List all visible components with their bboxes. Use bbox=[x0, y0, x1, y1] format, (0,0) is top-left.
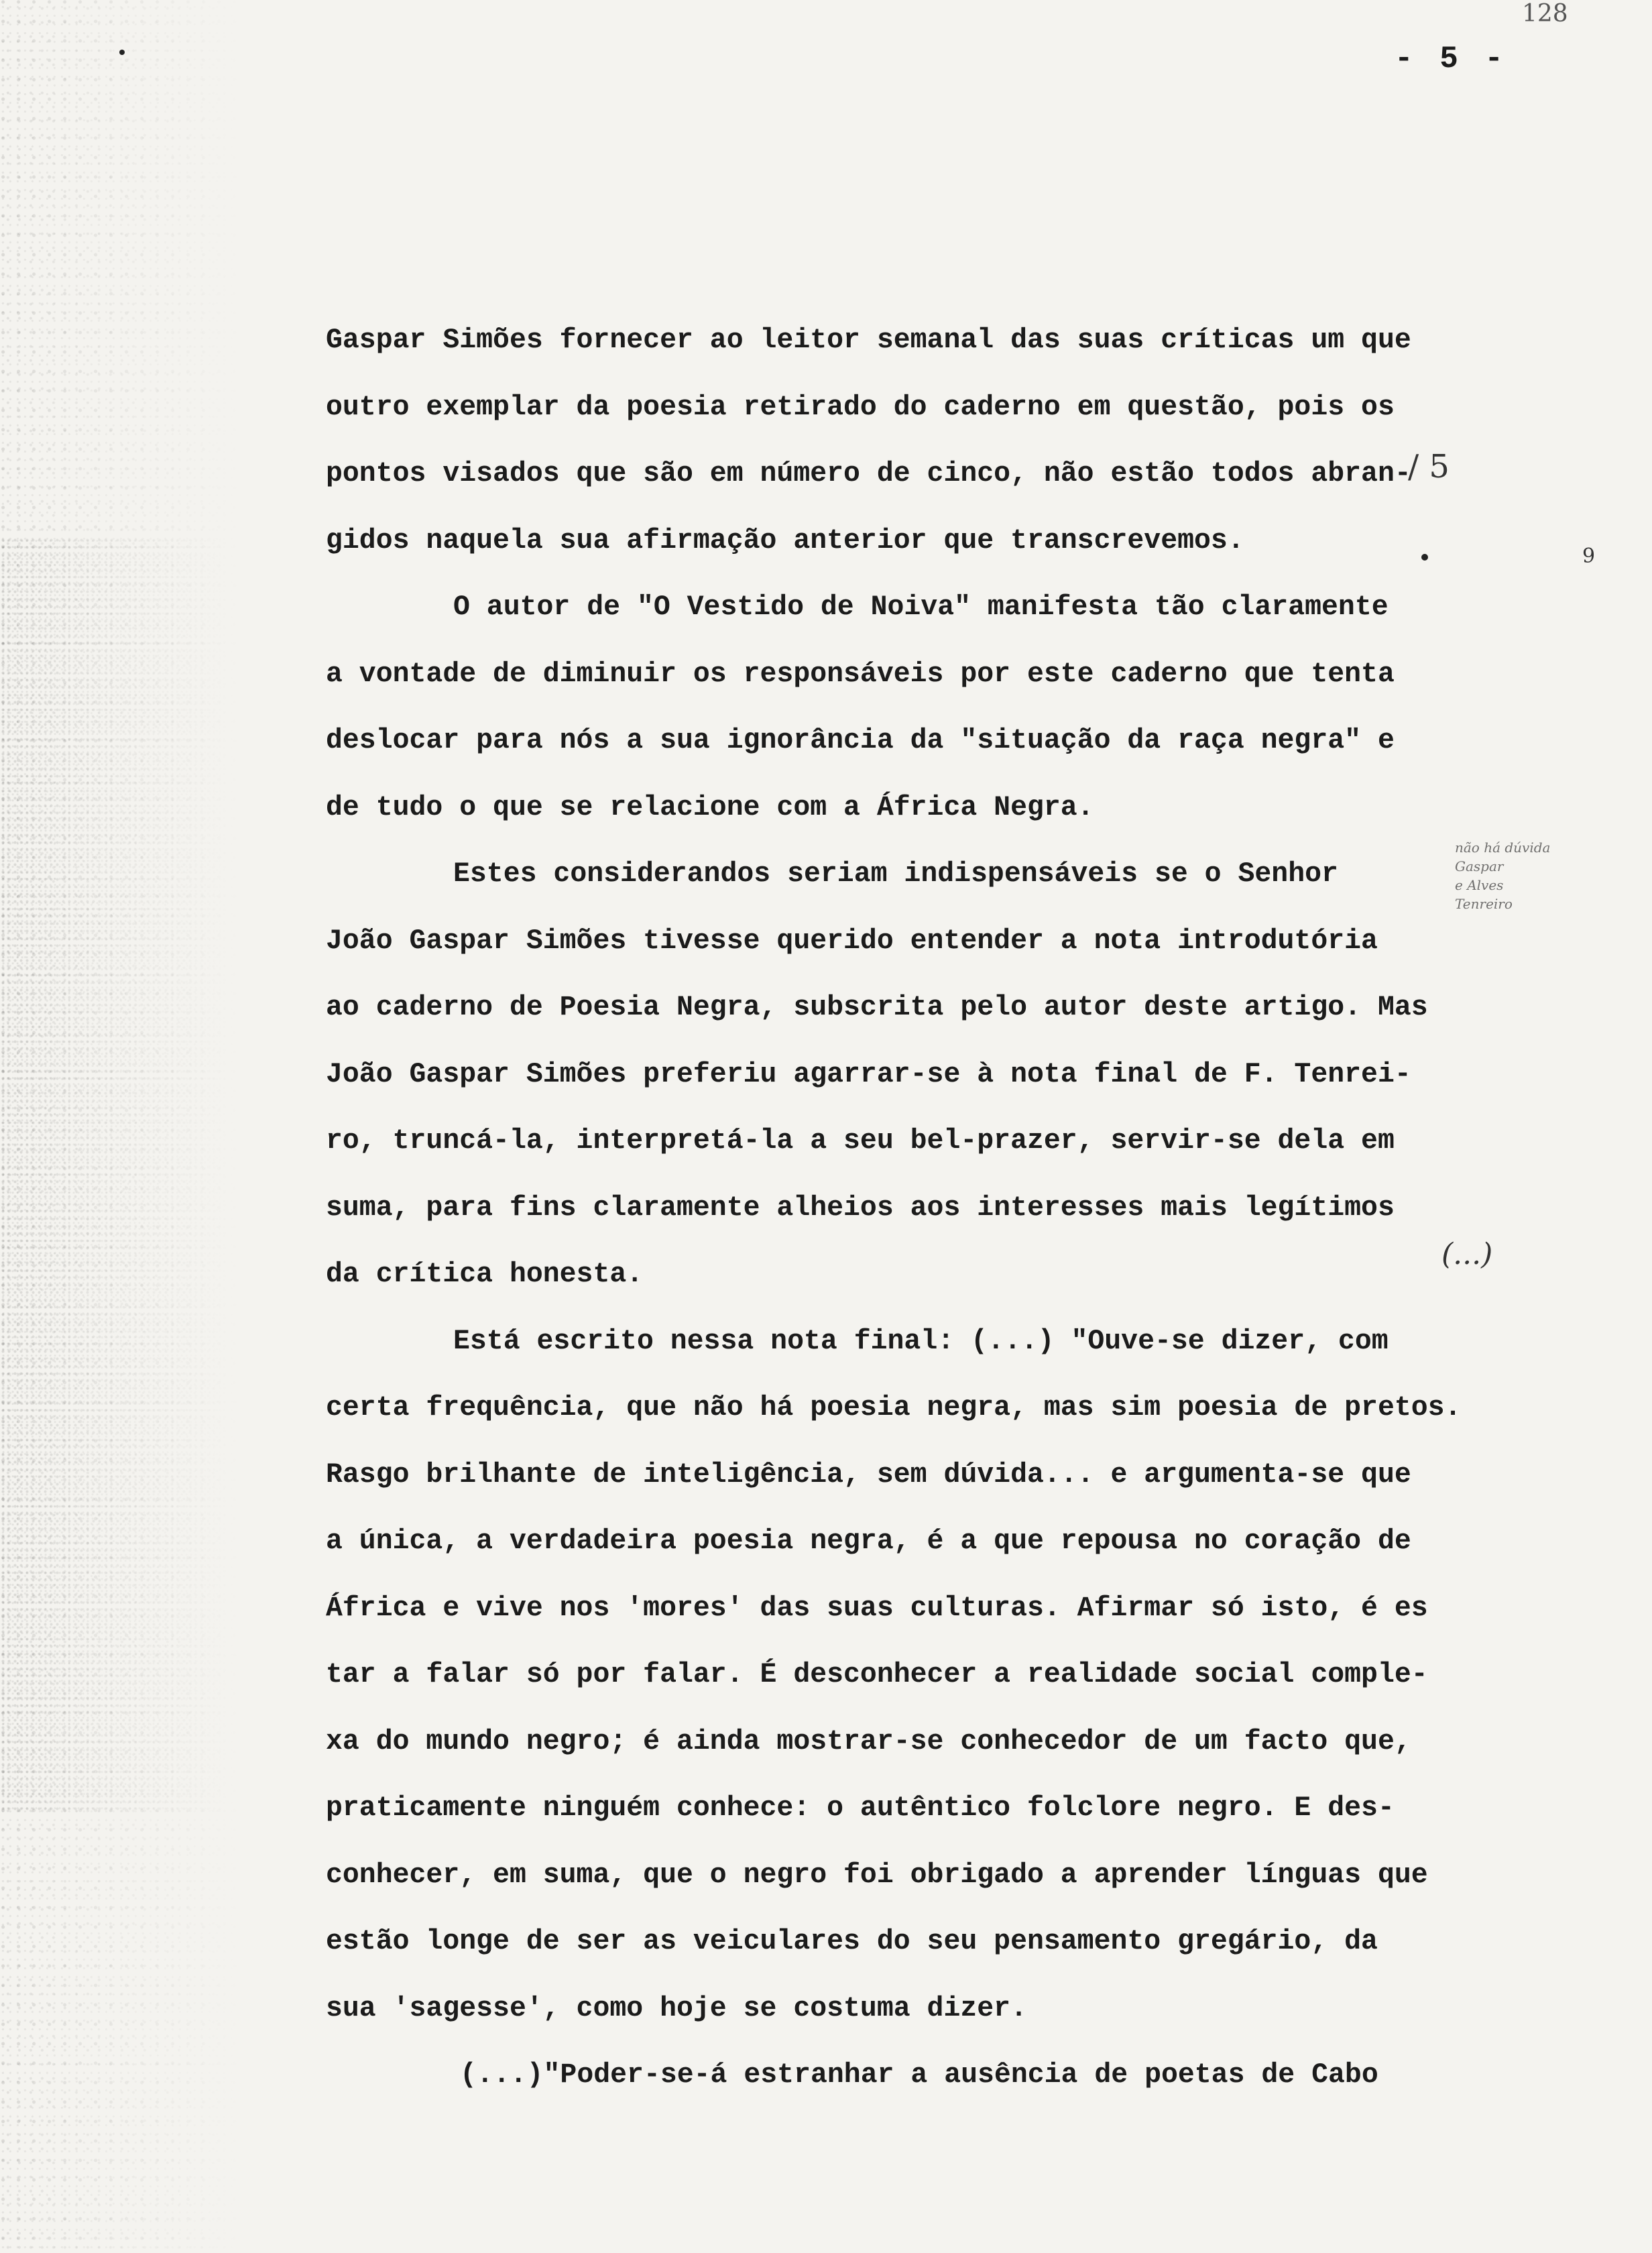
text-line: pontos visados que são em número de cinco, não estão todos abran- bbox=[326, 458, 1411, 489]
text-line: ao caderno de Poesia Negra, subscrita pelo autor deste artigo. Mas bbox=[326, 992, 1428, 1023]
text-line: a única, a verdadeira poesia negra, é a que repousa no coração de bbox=[326, 1525, 1411, 1557]
margin-ellipsis-mark: (...) bbox=[1441, 1237, 1493, 1271]
margin-small-mark: 9 bbox=[1582, 544, 1596, 568]
text-line: Rasgo brilhante de inteligência, sem dúvida... e argumenta-se que bbox=[326, 1458, 1411, 1491]
text-line: da crítica honesta. bbox=[326, 1259, 644, 1290]
margin-note-line: Gaspar bbox=[1455, 858, 1504, 874]
margin-note-line: e Alves bbox=[1455, 877, 1504, 893]
text-line: sua 'sagesse', como hoje se costuma dizer. bbox=[326, 1992, 1027, 2024]
handwritten-margin-note bbox=[1455, 838, 1616, 913]
document-body bbox=[326, 307, 1462, 2109]
text-line: tar a falar só por falar. É desconhecer a realidade social comple- bbox=[326, 1659, 1428, 1690]
text-line: de tudo o que se relacione com a África Negra. bbox=[326, 791, 1094, 823]
text-line: outro exemplar da poesia retirado do caderno em questão, pois os bbox=[326, 391, 1395, 423]
text-line: Estes considerandos seriam indispensáveis se o Senhor bbox=[453, 858, 1338, 890]
text-line: (...)"Poder-se-á estranhar a ausência de poetas de Cabo bbox=[460, 2059, 1378, 2091]
photocopy-noise-band bbox=[0, 536, 228, 1810]
text-line: deslocar para nós a sua ignorância da "situação da raça negra" e bbox=[326, 725, 1395, 756]
text-line: suma, para fins claramente alheios aos interesses mais legítimos bbox=[326, 1192, 1395, 1224]
text-line: certa frequência, que não há poesia negra, mas sim poesia de pretos. bbox=[326, 1392, 1462, 1424]
stray-dot bbox=[119, 50, 125, 55]
text-line: praticamente ninguém conhece: o autêntico folclore negro. E des- bbox=[326, 1792, 1395, 1824]
text-line: Gaspar Simões fornecer ao leitor semanal das suas críticas um que bbox=[326, 325, 1411, 356]
text-line: gidos naquela sua afirmação anterior que transcrevemos. bbox=[326, 524, 1244, 557]
text-line: ro, truncá-la, interpretá-la a seu bel-prazer, servir-se dela em bbox=[326, 1125, 1395, 1157]
text-line: África e vive nos 'mores' das suas culturas. Afirmar só isto, é es bbox=[326, 1592, 1428, 1624]
text-line: João Gaspar Simões tivesse querido entender a nota introdutória bbox=[326, 925, 1378, 957]
text-line: O autor de "O Vestido de Noiva" manifesta tão claramente bbox=[453, 591, 1389, 623]
text-line: João Gaspar Simões preferiu agarrar-se à nota final de F. Tenrei- bbox=[326, 1058, 1411, 1090]
text-line: xa do mundo negro; é ainda mostrar-se conhecedor de um facto que, bbox=[326, 1725, 1411, 1757]
text-line: a vontade de diminuir os responsáveis por este caderno que tenta bbox=[326, 658, 1395, 690]
text-line: conhecer, em suma, que o negro foi obrigado a aprender línguas que bbox=[326, 1859, 1428, 1891]
text-line: estão longe de ser as veiculares do seu pensamento gregário, da bbox=[326, 1926, 1378, 1957]
margin-note-line: Tenreiro bbox=[1455, 896, 1513, 912]
archive-corner-mark: 128 bbox=[1522, 0, 1568, 27]
margin-slash-mark: / 5 bbox=[1408, 448, 1450, 485]
margin-note-line: não há dúvida bbox=[1455, 840, 1551, 856]
page-number: - 5 - bbox=[1395, 42, 1508, 76]
photocopy-noise bbox=[0, 0, 241, 2253]
text-line: Está escrito nessa nota final: (...) "Ouve-se dizer, com bbox=[453, 1325, 1389, 1357]
